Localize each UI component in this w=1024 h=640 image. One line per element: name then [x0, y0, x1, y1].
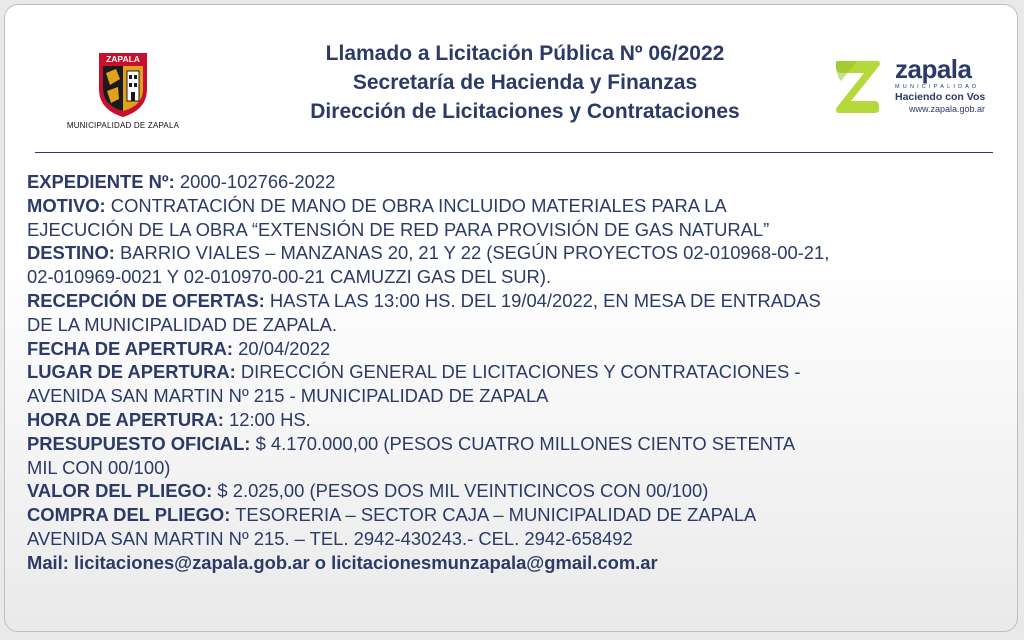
recepcion-value: HASTA LAS 13:00 HS. DEL 19/04/2022, EN MESA DE ENTRADAS [269, 289, 821, 311]
hora-apertura-line [27, 408, 1017, 432]
fecha-apertura-line [27, 337, 1017, 361]
valor-pliego-value: $ 2.025,00 (PESOS DOS MIL VEINTICINCOS CON 00/100) [217, 480, 709, 502]
presupuesto-line [27, 432, 1017, 456]
hora-apertura-value: 12:00 HS. [228, 408, 311, 430]
lugar-apertura-value: DIRECCIÓN GENERAL DE LICITACIONES Y CONTRATACIONES - [240, 361, 801, 383]
tender-notice-card [4, 4, 1018, 632]
notice-directorate: Dirección de Licitaciones y Contrataciones [310, 100, 740, 123]
brand-subtitle: MUNICIPALIDAD [895, 84, 980, 90]
destino-label: DESTINO: [27, 242, 115, 264]
valor-pliego-line [27, 479, 1017, 503]
contact-mail-line [27, 551, 1017, 575]
compra-pliego-value: TESORERIA – SECTOR CAJA – MUNICIPALIDAD DE ZAPALA [235, 504, 757, 526]
fecha-apertura-value: 20/04/2022 [238, 337, 331, 359]
lugar-apertura-line-2: AVENIDA SAN MARTIN Nº 215 - MUNICIPALIDAD DE ZAPALA [27, 385, 549, 407]
destino-line [27, 241, 1017, 265]
zapala-brand-logo [831, 55, 1001, 119]
compra-pliego-line [27, 503, 1017, 527]
header-divider [35, 152, 993, 153]
zapala-z-icon [831, 57, 883, 115]
brand-slogan: Haciendo con Vos [895, 91, 986, 103]
tender-details [27, 170, 1017, 575]
presupuesto-value: $ 4.170.000,00 (PESOS CUATRO MILLONES CIENTO SETENTA [255, 432, 796, 454]
brand-name: zapala [895, 54, 972, 84]
presupuesto-label: PRESUPUESTO OFICIAL: [27, 432, 251, 454]
hora-apertura-label: HORA DE APERTURA: [27, 408, 224, 430]
presupuesto-line-2: MIL CON 00/100) [27, 456, 171, 478]
valor-pliego-label: VALOR DEL PLIEGO: [27, 480, 213, 502]
expediente-value: 2000-102766-2022 [179, 171, 336, 192]
recepcion-line [27, 289, 1017, 313]
compra-pliego-label: COMPRA DEL PLIEGO: [27, 504, 231, 526]
fecha-apertura-label: FECHA DE APERTURA: [27, 337, 234, 359]
brand-url: www.zapala.gob.ar [909, 104, 986, 114]
motivo-line-2: EJECUCIÓN DE LA OBRA “EXTENSIÓN DE RED PARA PROVISIÓN DE GAS NATURAL” [27, 218, 770, 240]
coat-of-arms-icon [96, 49, 150, 119]
municipality-caption: MUNICIPALIDAD DE ZAPALA [66, 121, 180, 130]
contact-mail: Mail: licitaciones@zapala.gob.ar o licitacionesmunzapala@gmail.com.ar [27, 551, 658, 573]
notice-heading [225, 39, 825, 126]
lugar-apertura-label: LUGAR DE APERTURA: [27, 361, 236, 383]
notice-title: Llamado a Licitación Pública Nº 06/2022 [325, 42, 725, 65]
compra-pliego-line-2: AVENIDA SAN MARTIN Nº 215. – TEL. 2942-430243.- CEL. 2942-658492 [27, 527, 633, 549]
motivo-line [27, 194, 1017, 218]
municipality-logo [63, 49, 183, 133]
expediente-label: EXPEDIENTE Nº: [27, 171, 175, 192]
destino-line-2: 02-010969-0021 Y 02-010970-00-21 CAMUZZI GAS DEL SUR). [27, 266, 552, 288]
shield-label: ZAPALA [106, 54, 140, 64]
expediente-line [27, 170, 1017, 194]
motivo-value: CONTRATACIÓN DE MANO DE OBRA INCLUIDO MATERIALES PARA LA [110, 194, 727, 216]
destino-value: BARRIO VIALES – MANZANAS 20, 21 Y 22 (SEGÚN PROYECTOS 02-010968-00-21, [120, 242, 830, 264]
notice-department: Secretaría de Hacienda y Finanzas [352, 71, 698, 94]
recepcion-line-2: DE LA MUNICIPALIDAD DE ZAPALA. [27, 313, 337, 335]
lugar-apertura-line [27, 360, 1017, 384]
motivo-label: MOTIVO: [27, 194, 106, 216]
recepcion-label: RECEPCIÓN DE OFERTAS: [27, 289, 265, 311]
